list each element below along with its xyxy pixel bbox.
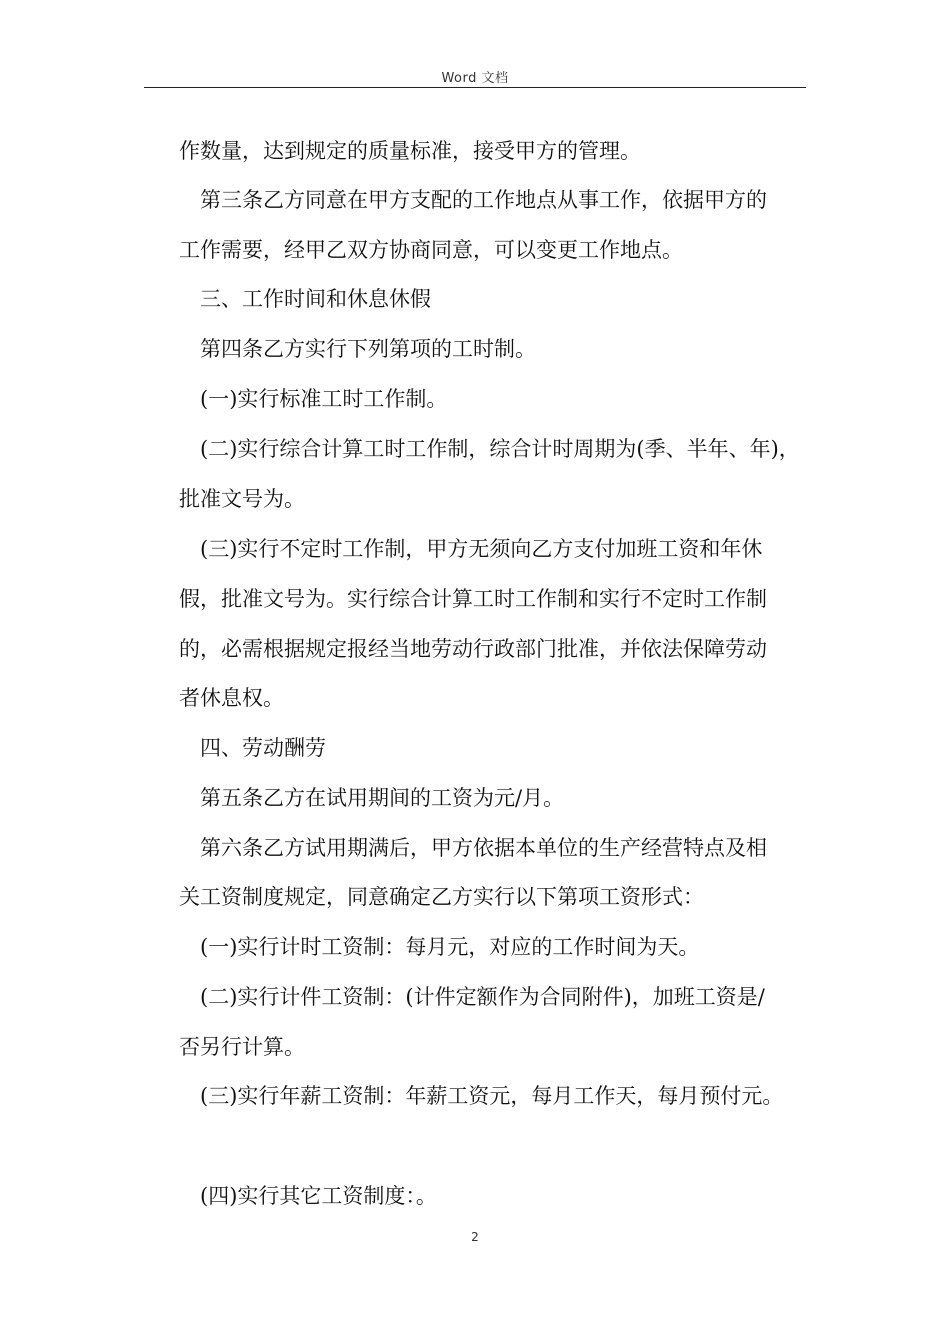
- body-line: 否另行计算。: [179, 1035, 305, 1059]
- section-heading: 三、工作时间和休息休假: [200, 287, 431, 311]
- body-line: (一)实行标准工时工作制。: [200, 387, 448, 411]
- body-line: (二)实行计件工资制：(计件定额作为合同附件)，加班工资是/: [200, 985, 765, 1009]
- body-line: (二)实行综合计算工时工作制，综合计时周期为(季、半年、年)，: [200, 437, 800, 461]
- body-line: (三)实行不定时工作制，甲方无须向乙方支付加班工资和年休: [200, 537, 763, 561]
- body-line: 第六条乙方试用期满后，甲方依据本单位的生产经营特点及相: [200, 836, 767, 860]
- body-line: 第五条乙方在试用期间的工资为元/月。: [200, 786, 565, 810]
- body-line: (一)实行计时工资制：每月元，对应的工作时间为天。: [200, 935, 700, 959]
- body-line: 第三条乙方同意在甲方支配的工作地点从事工作，依据甲方的: [200, 188, 767, 212]
- page-header-title: Word 文档: [441, 71, 509, 86]
- section-heading: 四、劳动酬劳: [200, 736, 326, 760]
- body-line: (四)实行其它工资制度：。: [200, 1184, 437, 1208]
- body-line: 作数量，达到规定的质量标准，接受甲方的管理。: [179, 139, 641, 163]
- body-line: 者休息权。: [179, 686, 284, 710]
- body-line: 假，批准文号为。实行综合计算工时工作制和实行不定时工作制: [179, 587, 767, 611]
- body-line: 工作需要，经甲乙双方协商同意，可以变更工作地点。: [179, 238, 683, 262]
- body-line: 批准文号为。: [179, 487, 305, 511]
- body-line: (三)实行年薪工资制：年薪工资元，每月工作天，每月预付元。: [200, 1084, 784, 1108]
- page-number: 2: [471, 1230, 479, 1244]
- body-line: 第四条乙方实行下列第项的工时制。: [200, 337, 536, 361]
- body-line: 关工资制度规定，同意确定乙方实行以下第项工资形式：: [179, 885, 704, 909]
- header-divider: [144, 87, 806, 88]
- body-line: 的，必需根据规定报经当地劳动行政部门批准，并依法保障劳动: [179, 637, 767, 661]
